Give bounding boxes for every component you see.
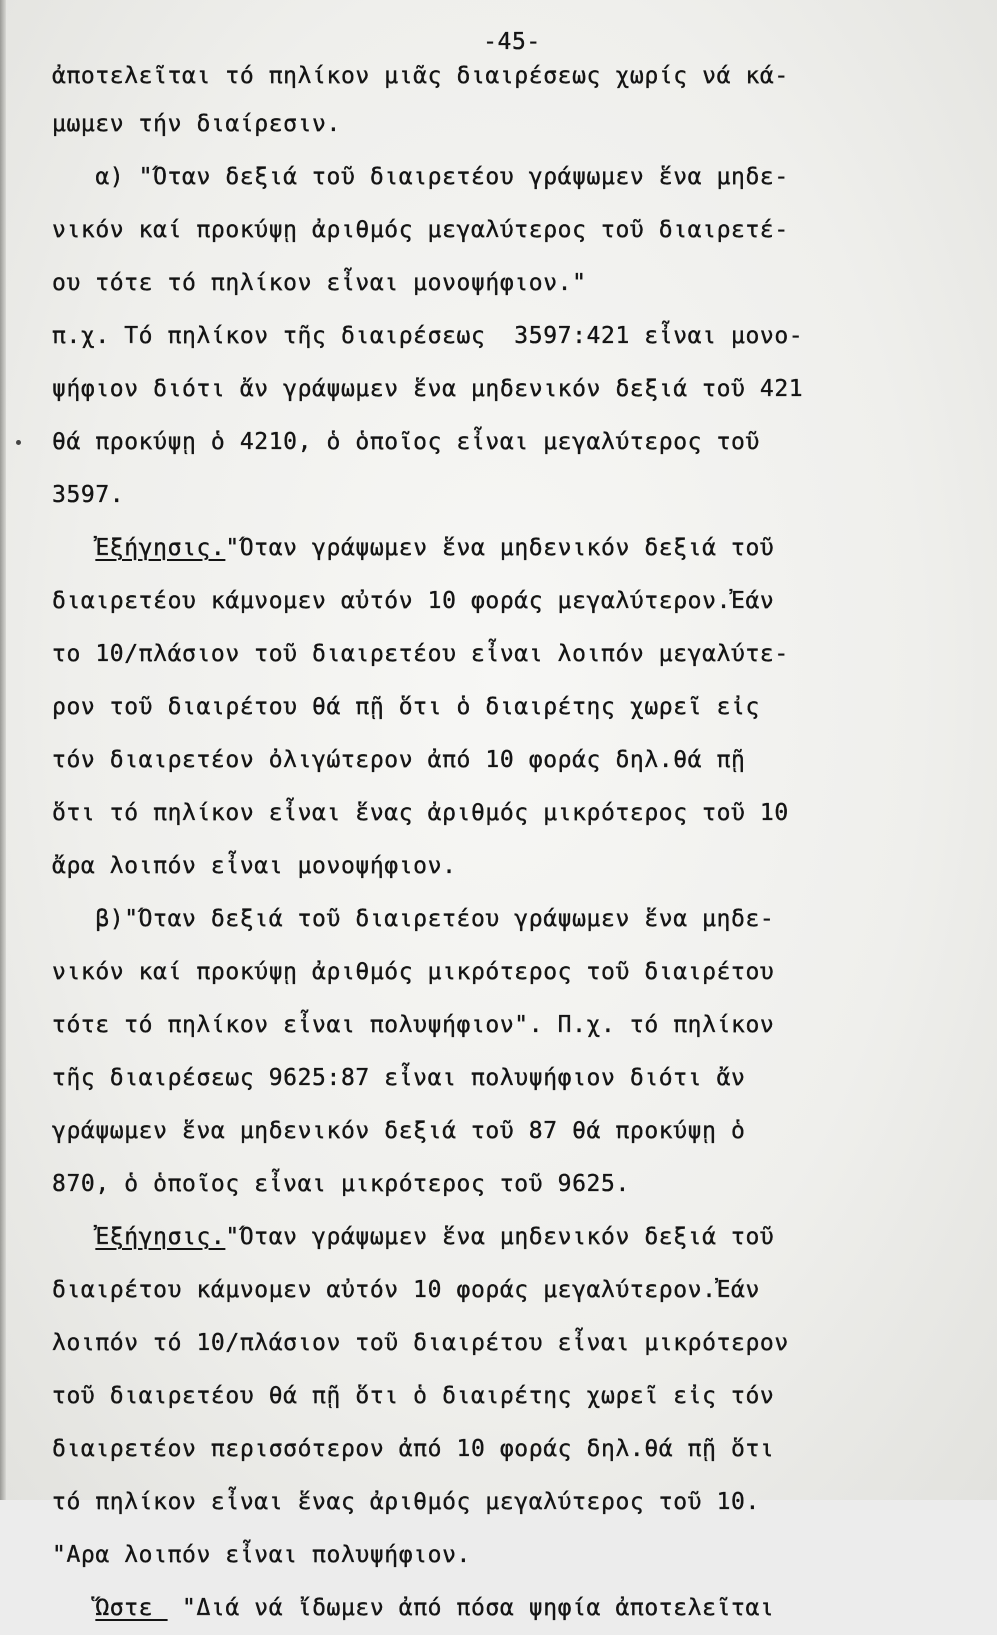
margin-speck <box>16 440 21 445</box>
text-run: 870, ὁ ὁποῖος εἶναι μικρότερος τοῦ 9625. <box>52 1171 630 1197</box>
text-line <box>52 893 952 946</box>
page-number: -45- <box>483 29 541 55</box>
text-run: τότε τό πηλίκον εἶναι πολυψήφιον". Π.χ. τό πηλίκον <box>52 1012 775 1038</box>
text-run: "Αρα λοιπόν εἶναι πολυψήφιον. <box>52 1542 471 1568</box>
text-line <box>52 681 952 734</box>
text-line <box>52 1582 952 1635</box>
text-line <box>52 1317 952 1370</box>
page-left-edge-shadow <box>0 0 6 1500</box>
text-run: διαιρετέον περισσότερον ἀπό 10 φοράς δηλ.θά πῇ ὅτι <box>52 1436 775 1462</box>
text-line <box>52 1158 952 1211</box>
text-line <box>52 257 952 310</box>
text-run: τοῦ διαιρετέου θά πῇ ὅτι ὁ διαιρέτης χωρεῖ εἰς τόν <box>52 1383 775 1409</box>
underlined-heading: Ἐξήγησις. <box>95 1224 226 1250</box>
text-line <box>52 416 952 469</box>
text-line <box>52 1476 952 1529</box>
text-run: λοιπόν τό 10/πλάσιον τοῦ διαιρέτου εἶναι μικρότερον <box>52 1330 789 1356</box>
text-run: ἄρα λοιπόν εἶναι μονοψήφιον. <box>52 853 457 879</box>
text-run: "Διά νά ἴδωμεν ἀπό πόσα ψηφία ἀποτελεῖται <box>167 1595 775 1621</box>
text-line <box>52 575 952 628</box>
text-run: τόν διαιρετέον ὀλιγώτερον ἀπό 10 φοράς δηλ.θά πῇ <box>52 747 746 773</box>
text-run: νικόν καί προκύψῃ ἀριθμός μεγαλύτερος τοῦ διαιρετέ- <box>52 217 789 243</box>
text-run: θά προκύψῃ ὁ 4210, ὁ ὁποῖος εἶναι μεγαλύτερος τοῦ <box>52 429 760 455</box>
text-run: ἀποτελεῖται τό πηλίκον μιᾶς διαιρέσεως χωρίς νά κά- <box>52 63 789 89</box>
text-line <box>52 1052 952 1105</box>
text-run: ψήφιον διότι ἄν γράψωμεν ἕνα μηδενικόν δεξιά τοῦ 421 <box>52 376 804 402</box>
text-run: διαιρέτου κάμνομεν αὐτόν 10 φοράς μεγαλύτερον.Ἐάν <box>52 1277 760 1303</box>
text-run: β)"Όταν δεξιά τοῦ διαιρετέου γράψωμεν ἕνα μηδε- <box>52 906 775 932</box>
text-line <box>52 1370 952 1423</box>
text-line <box>52 363 952 416</box>
text-run: "Όταν γράψωμεν ἕνα μηδενικόν δεξιά τοῦ <box>225 1224 775 1250</box>
underlined-heading: Ὥστε <box>95 1595 168 1621</box>
text-run: π.χ. Τό πηλίκον τῆς διαιρέσεως 3597:421 εἶναι μονο- <box>52 323 804 349</box>
text-line <box>52 1105 952 1158</box>
text-line <box>52 1529 952 1582</box>
text-run <box>52 1224 95 1250</box>
text-line <box>52 98 952 151</box>
text-run <box>52 1595 95 1621</box>
text-line <box>52 204 952 257</box>
text-line <box>52 151 952 204</box>
text-run: ὅτι τό πηλίκον εἶναι ἕνας ἀριθμός μικρότερος τοῦ 10 <box>52 800 789 826</box>
text-run: ρον τοῦ διαιρέτου θά πῇ ὅτι ὁ διαιρέτης χωρεῖ εἰς <box>52 694 760 720</box>
text-run: γράψωμεν ἕνα μηδενικόν δεξιά τοῦ 87 θά προκύψῃ ὁ <box>52 1118 746 1144</box>
text-run: α) "Όταν δεξιά τοῦ διαιρετέου γράψωμεν ἕνα μηδε- <box>52 164 789 190</box>
text-line <box>52 469 952 522</box>
text-line <box>52 628 952 681</box>
text-run <box>52 535 95 561</box>
underlined-heading: Ἐξήγησις. <box>95 535 226 561</box>
text-line <box>52 1211 952 1264</box>
text-line <box>52 54 952 98</box>
text-run: ου τότε τό πηλίκον εἶναι μονοψήφιον." <box>52 270 587 296</box>
text-line <box>52 734 952 787</box>
text-line <box>52 946 952 999</box>
text-run: νικόν καί προκύψῃ ἀριθμός μικρότερος τοῦ διαιρέτου <box>52 959 775 985</box>
text-run: το 10/πλάσιον τοῦ διαιρετέου εἶναι λοιπόν μεγαλύτε- <box>52 641 789 667</box>
text-run: τό πηλίκον εἶναι ἕνας ἀριθμός μεγαλύτερος τοῦ 10. <box>52 1489 760 1515</box>
text-line <box>52 310 952 363</box>
text-lines <box>52 54 952 1635</box>
text-run: "Όταν γράψωμεν ἕνα μηδενικόν δεξιά τοῦ <box>225 535 775 561</box>
text-line <box>52 999 952 1052</box>
text-run: μωμεν τήν διαίρεσιν. <box>52 111 341 137</box>
text-run: διαιρετέου κάμνομεν αὐτόν 10 φοράς μεγαλύτερον.Ἐάν <box>52 588 775 614</box>
text-line <box>52 522 952 575</box>
typewritten-text-body <box>52 30 952 1635</box>
text-run: 3597. <box>52 482 125 508</box>
text-line <box>52 1423 952 1476</box>
text-line <box>52 840 952 893</box>
text-line <box>52 1264 952 1317</box>
text-run: τῆς διαιρέσεως 9625:87 εἶναι πολυψήφιον διότι ἄν <box>52 1065 746 1091</box>
text-line <box>52 787 952 840</box>
